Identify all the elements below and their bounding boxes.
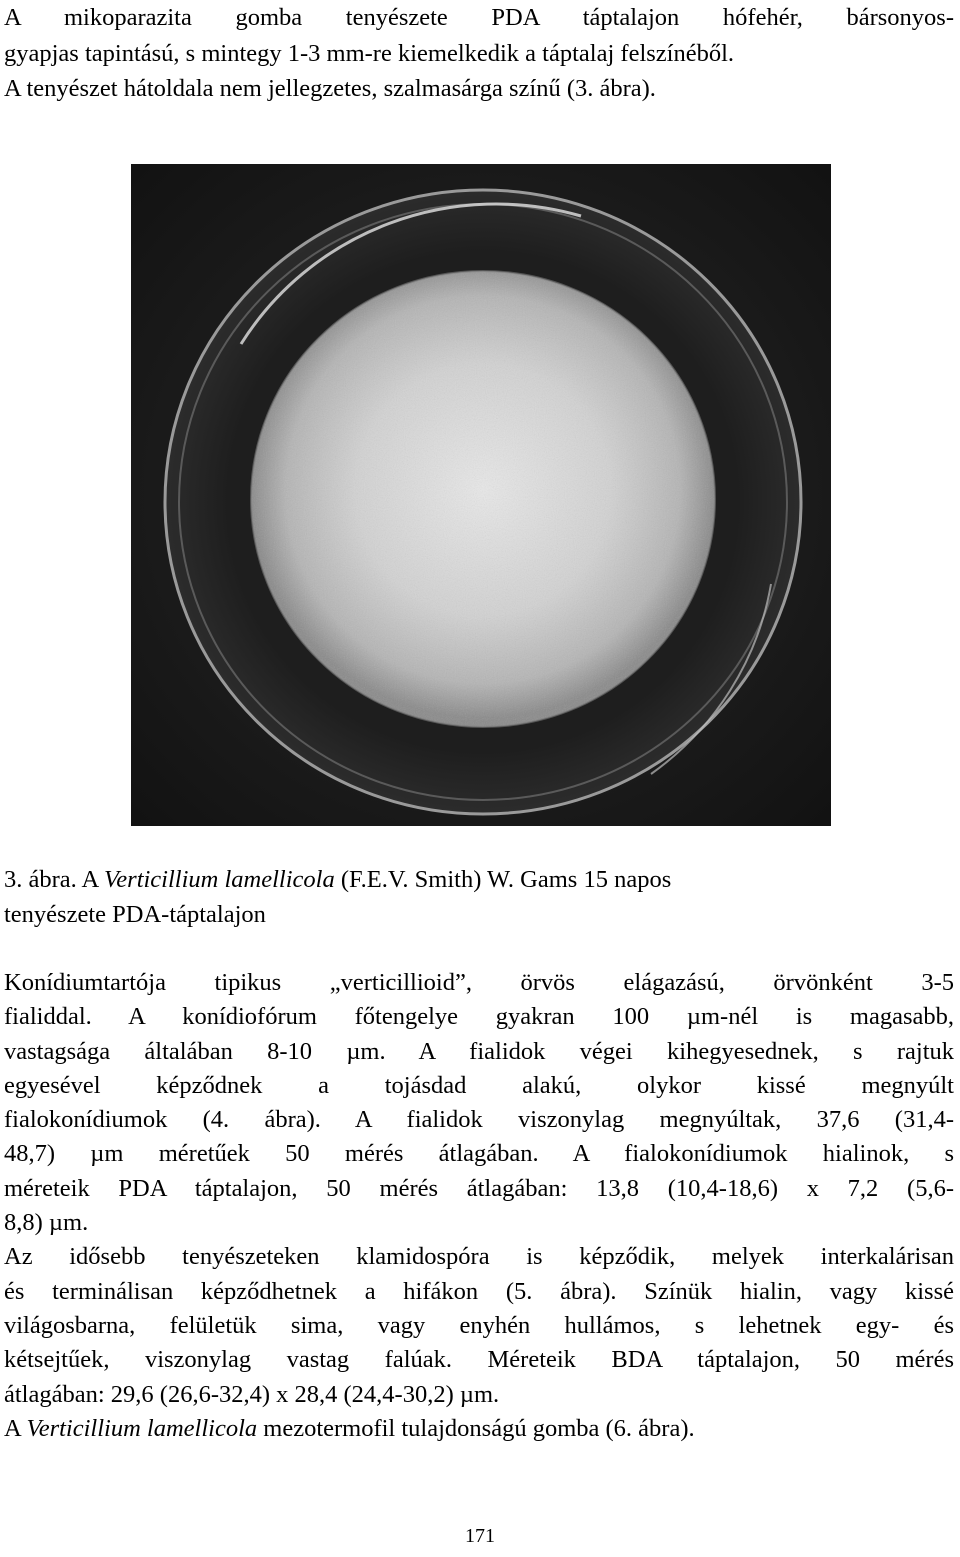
petri-dish-photo: [131, 164, 831, 826]
text-line: Konídiumtartója tipikus „verticillioid”, örvös elágazású, örvönként 3-5: [4, 969, 954, 996]
text-line: méreteik PDA táptalajon, 50 mérés átlagában: 13,8 (10,4-18,6) x 7,2 (5,6-: [4, 1174, 954, 1202]
text-line: fialiddal. A konídiofórum főtengelye gyakran 100 µm-nél is magasabb,: [4, 1003, 954, 1031]
text-line-last: [4, 1412, 954, 1446]
caption-line-2: tenyészete PDA-táptalajon: [4, 901, 266, 928]
text-line: 8,8) µm.: [4, 1209, 89, 1237]
text-line: vastagsága általában 8-10 µm. A fialidok végei kihegyesednek, s rajtuk: [4, 1037, 954, 1065]
text-line: fialokonídiumok (4. ábra). A fialidok viszonylag megnyúltak, 37,6 (31,4-: [4, 1106, 954, 1134]
text-line: egyesével képződnek a tojásdad alakú, olykor kissé megnyúlt: [4, 1071, 954, 1099]
petri-dish-image: [131, 164, 831, 826]
text-line: A mikoparazita gomba tenyészete PDA táptalajon hófehér, bársonyos-: [4, 4, 954, 31]
caption-line-1: [4, 862, 954, 897]
text-line: és terminálisan képződhetnek a hifákon (5. ábra). Színük hialin, vagy kissé: [4, 1277, 954, 1305]
text-line: 48,7) µm méretűek 50 mérés átlagában. A fialokonídiumok hialinok, s: [4, 1140, 954, 1168]
page-number: 171: [465, 1525, 495, 1547]
last-rest: mezotermofil tulajdonságú gomba (6. ábra).: [257, 1414, 695, 1442]
caption-rest: (F.E.V. Smith) W. Gams 15 napos: [334, 866, 672, 893]
text-line: gyapjas tapintású, s mintegy 1-3 mm-re kiemelkedik a táptalaj felszínéből.: [4, 39, 735, 67]
intro-paragraph: [4, 0, 954, 107]
last-prefix: A: [4, 1414, 27, 1442]
text-line: kétsejtűek, viszonylag vastag falúak. Méreteik BDA táptalajon, 50 mérés: [4, 1346, 954, 1374]
text-line: Az idősebb tenyészeteken klamidospóra is képződik, melyek interkalárisan: [4, 1243, 954, 1271]
caption-prefix: 3. ábra. A: [4, 866, 105, 893]
figure-caption: [4, 862, 954, 932]
text-line: A tenyészet hátoldala nem jellegzetes, szalmasárga színű (3. ábra).: [4, 75, 656, 102]
caption-species: Verticillium lamellicola: [104, 866, 335, 893]
text-line: átlagában: 29,6 (26,6-32,4) x 28,4 (24,4-30,2) µm.: [4, 1380, 500, 1408]
body-paragraph: [4, 966, 954, 1446]
text-line: világosbarna, felületük sima, vagy enyhén hullámos, s lehetnek egy- és: [4, 1311, 954, 1339]
last-species: Verticillium lamellicola: [26, 1414, 258, 1442]
